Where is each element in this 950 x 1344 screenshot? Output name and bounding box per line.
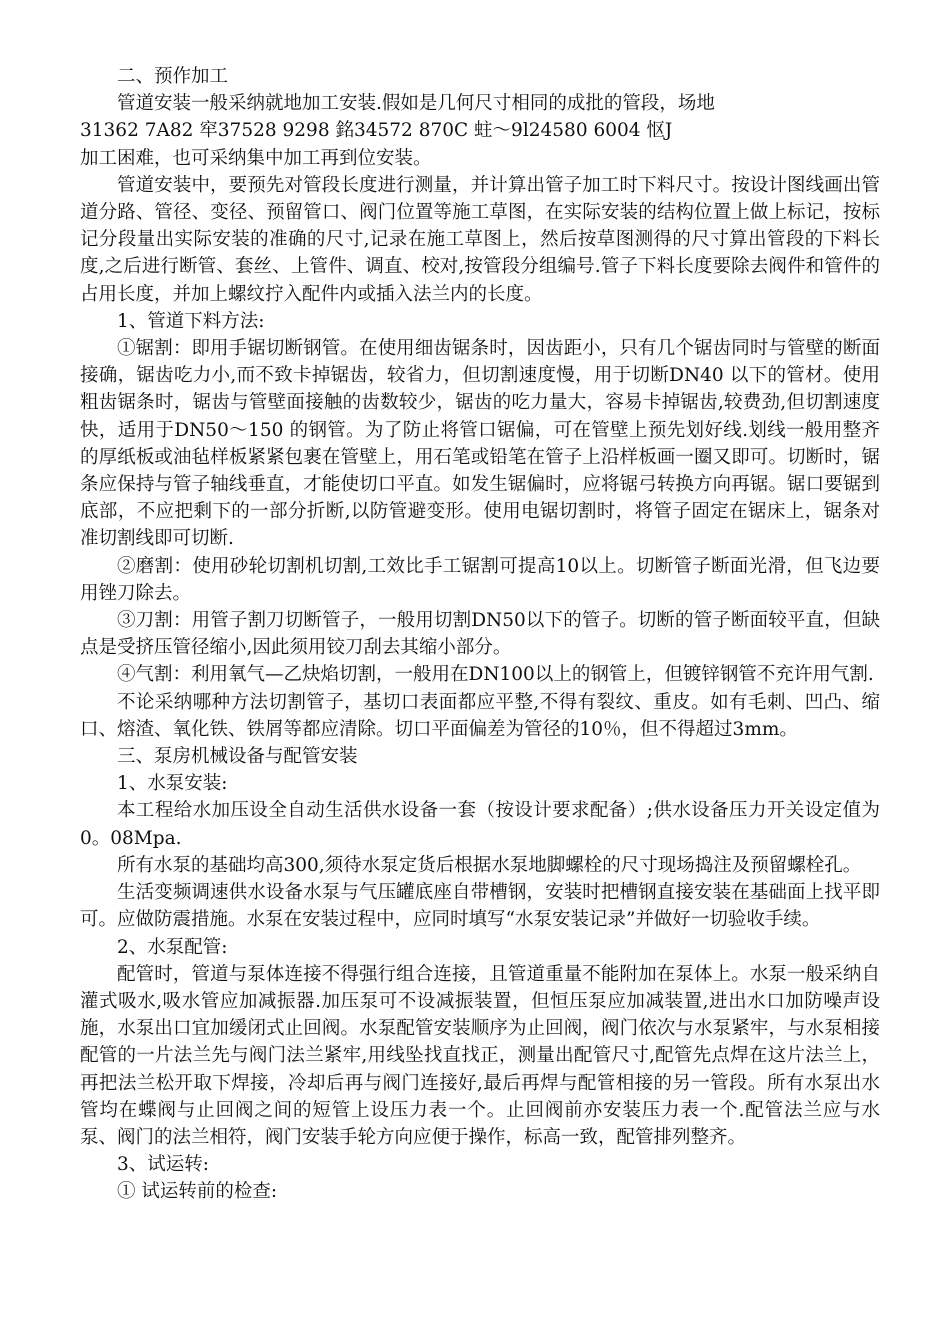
paragraph: 不论采纳哪种方法切割管子，基切口表面都应平整,不得有裂纹、重皮。如有毛刺、凹凸、缩口、熔渣、氧化铁、铁屑等都应清除。切口平面偏差为管径的10％，但不得超过3mm。	[80, 691, 880, 740]
subsection-heading-pump-installation: 1、水泵安装:	[117, 773, 228, 795]
paragraph: 管道安装中，要预先对管段长度进行测量，并计算出管子加工时下料尺寸。按设计图线画出管道分路、管径、变径、预留管口、阀门位置等施工草图，在实际安装的结构位置上做上标记，按标记分段量出实际安装的准确的尺寸,记录在施工草图上，然后按草图测得的尺寸算出管段的下料长度,之后进行断管、套丝、上管件、调直、校对,按管段分组编号.管子下料长度要除去阀件和管件的占用长度，并加上螺纹拧入配件内或插入法兰内的长度。	[80, 174, 880, 305]
garbled-line: 31362 7A82 窂37528 9298 銘34572 870C 蛀～9l24580 6004 怄J	[80, 120, 673, 142]
paragraph-grinding: ②磨割：使用砂轮切割机切割,工效比手工锯割可提高10以上。切断管子断面光滑，但飞边要用锉刀除去。	[80, 555, 880, 604]
paragraph: 所有水泵的基础均高300,须待水泵定货后根据水泵地脚螺栓的尺寸现场捣注及预留螺栓孔。	[117, 854, 862, 876]
subsection-heading-trial-run: 3、试运转:	[117, 1154, 210, 1176]
paragraph: 管道安装一般采纳就地加工安装.假如是几何尺寸相同的成批的管段，场地	[117, 93, 715, 115]
paragraph: 生活变频调速供水设备水泵与气压罐底座自带槽钢，安装时把槽钢直接安装在基础面上找平即可。应做防震措施。水泵在安装过程中，应同时填写“水泵安装记录”并做好一切验收手续。	[80, 882, 880, 931]
subsection-heading-cutting-methods: 1、管道下料方法:	[117, 310, 265, 332]
paragraph-gas-cutting: ④气割：利用氧气—乙炔焰切割，一般用在DN100以上的钢管上，但镀锌钢管不充许用气割.	[117, 664, 874, 686]
document-body	[80, 63, 880, 1206]
list-item-pre-check: ① 试运转前的检查:	[117, 1181, 278, 1203]
section-heading-prefabrication: 二、预作加工	[117, 66, 229, 87]
paragraph: 本工程给水加压设全自动生活供水设备一套（按设计要求配备）;供水设备压力开关设定值为0。08Mpa.	[80, 800, 880, 849]
subsection-heading-pump-piping: 2、水泵配管:	[117, 936, 228, 958]
paragraph: 配管时，管道与泵体连接不得强行组合连接，且管道重量不能附加在泵体上。水泵一般采纳自灌式吸水,吸水管应加减振器.加压泵可不设减振装置，但恒压泵应加减装置,进出水口加防噪声设施，水泵出口宜加缓闭式止回阀。水泵配管安装顺序为止回阀，阀门依次与水泵紧牢，与水泵相接配管的一片法兰先与阀门法兰紧牢,用线坠找直找正，测量出配管尺寸,配管先点焊在这片法兰上，再把法兰松开取下焊接，冷却后再与阀门连接好,最后再焊与配管相接的另一管段。所有水泵出水管均在蝶阀与止回阀之间的短管上设压力表一个。止回阀前亦安装压力表一个.配管法兰应与水泵、阀门的法兰相符，阀门安装手轮方向应便于操作，标高一致，配管排列整齐。	[80, 963, 880, 1148]
section-heading-pump-room: 三、泵房机械设备与配管安装	[117, 746, 358, 768]
paragraph-saw-cutting: ①锯割：即用手锯切断钢管。在使用细齿锯条时，因齿距小，只有几个锯齿同时与管壁的断面接确，锯齿吃力小,而不致卡掉锯齿，较省力，但切割速度慢，用于切断DN40 以下的管材。使用粗齿锯条时，锯齿与管壁面接触的齿数较少，锯齿的吃力量大，容易卡掉锯齿,较费劲,但切割速度快，适用于DN50～150 的钢管。为了防止将管口锯偏，可在管壁上预先划好线.划线一般用整齐的厚纸板或油毡样板紧紧包裹在管壁上，用石笔或铅笔在管子上沿样板画一圈又即可。切断时，锯条应保持与管子轴线垂直，才能使切口平直。如发生锯偏时，应将锯弓转换方向再锯。锯口要锯到底部，不应把剩下的一部分折断,以防管避变形。使用电锯切割时，将管子固定在锯床上，锯条对准切割线即可切断.	[80, 338, 880, 550]
paragraph: 加工困难，也可采纳集中加工再到位安装。	[80, 147, 432, 169]
paragraph-knife-cutting: ③刀割：用管子割刀切断管子，一般用切割DN50以下的管子。切断的管子断面较平直，但缺点是受挤压管径缩小,因此须用铰刀刮去其缩小部分。	[80, 610, 880, 659]
